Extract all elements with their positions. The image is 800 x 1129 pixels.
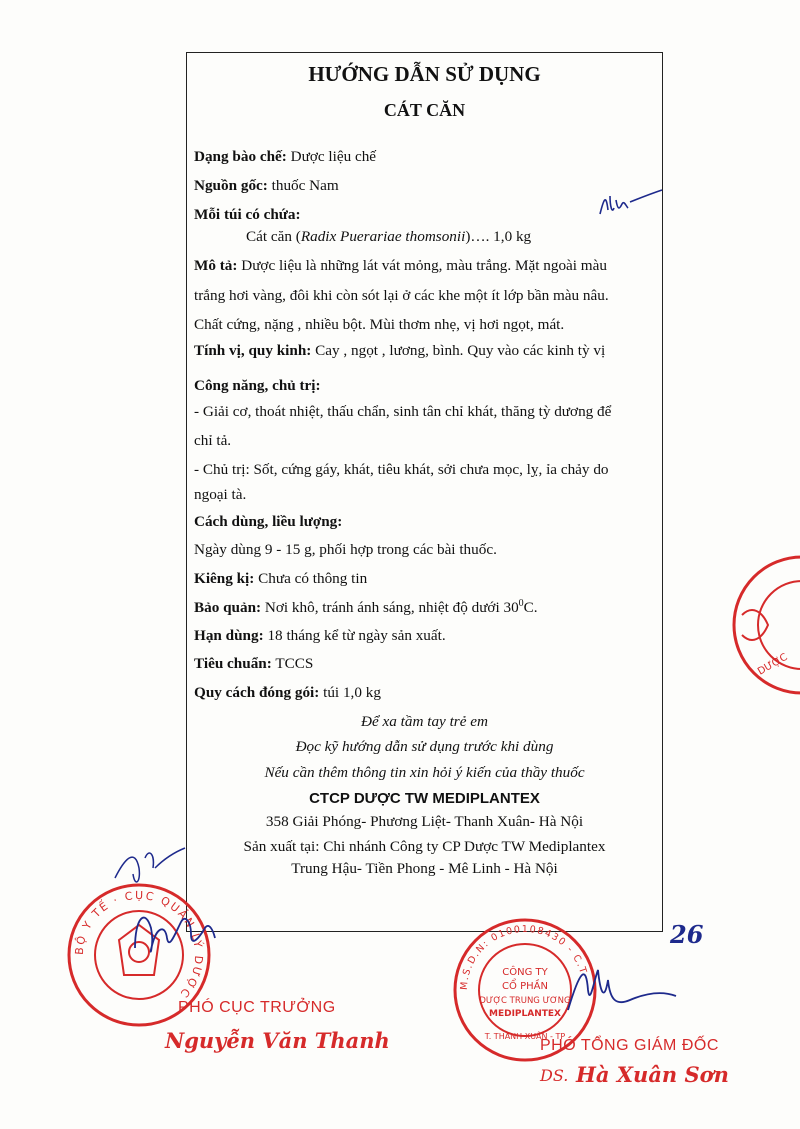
right-signatory-role: PHÓ TỔNG GIÁM ĐỐC	[540, 1037, 719, 1054]
company-stamp-bottom-text: T. THANH XUÂN - TP	[484, 1032, 566, 1041]
dosage-form-line	[194, 148, 376, 166]
uses-label: Công năng, chủ trị:	[194, 377, 321, 394]
warning-children: Để xa tầm tay trẻ em	[361, 713, 488, 730]
right-signature-strokes	[560, 960, 680, 1030]
ministry-stamp-text: BỘ Y TẾ · CỤC QUẢN LÝ DƯỢC	[72, 888, 206, 1002]
expiry-label: Hạn dùng:	[194, 627, 264, 644]
origin-value: thuốc Nam	[267, 177, 339, 194]
uses-text-4: ngoại tà.	[194, 486, 247, 503]
product-name: CÁT CĂN	[383, 100, 466, 120]
packaging-label: Quy cách đóng gói:	[194, 684, 320, 701]
ingredient-name: Cát căn (	[246, 228, 301, 245]
left-signatory-role: PHÓ CỤC TRƯỞNG	[178, 999, 336, 1016]
storage-label: Bảo quản:	[194, 599, 262, 617]
expiry-value: 18 tháng kể từ ngày sản xuất.	[263, 627, 446, 644]
description-text-3: Chất cứng, nặng , nhiều bột. Mùi thơm nhẹ, vị hơi ngọt, mát.	[194, 316, 565, 333]
contraindications-label: Kiêng kị:	[194, 570, 255, 587]
contraindications-line	[194, 570, 367, 588]
storage-degree-sup: 0	[518, 598, 524, 609]
dosage-form-label: Dạng bào chế:	[194, 148, 287, 165]
edge-stamp	[712, 555, 800, 695]
company-stamp-ring-text: M.S.D.N: 0100108430 - C.T	[458, 923, 589, 991]
handwritten-initials	[596, 186, 666, 226]
dosage-label: Cách dùng, liều lượng:	[194, 513, 343, 530]
company-stamp-line-1: CÔNG TY	[502, 967, 548, 978]
left-signature-strokes	[95, 838, 235, 988]
description-text-1: Dược liệu là những lát vát mỏng, màu trắng. Mặt ngoài màu	[237, 257, 607, 274]
uses-label-line	[194, 377, 321, 395]
right-signatory-prefix: DS.	[540, 1066, 569, 1085]
page-number: 26	[670, 920, 704, 949]
edge-stamp-text: DƯỢC	[756, 651, 790, 678]
dosage-label-line	[194, 513, 342, 531]
document-title: HƯỚNG DẪN SỬ DỤNG	[308, 62, 541, 86]
description-text-2: trắng hơi vàng, đôi khi còn sót lại ở các khe một ít lớp bần màu nâu.	[194, 287, 609, 304]
origin-line	[194, 177, 339, 195]
dosage-value: Ngày dùng 9 - 15 g, phối hợp trong các bài thuốc.	[194, 541, 497, 558]
dosage-form-value: Dược liệu chế	[286, 148, 377, 165]
company-stamp-line-2: CỔ PHẦN	[502, 981, 548, 992]
factory-address: Trung Hậu- Tiền Phong - Mê Linh - Hà Nội	[291, 860, 558, 877]
contents-label: Mỗi túi có chứa:	[194, 206, 301, 223]
packaging-value: túi 1,0 kg	[319, 684, 381, 701]
description-line-1	[194, 257, 607, 275]
right-signatory-name: Hà Xuân Sơn	[576, 1062, 729, 1087]
storage-value: Nơi khô, tránh ánh sáng, nhiệt độ dưới 30	[261, 599, 519, 617]
ingredient-amount: )…. 1,0 kg	[465, 228, 532, 245]
uses-text-1: - Giải cơ, thoát nhiệt, thấu chẩn, sinh tân chỉ khát, thăng tỳ dương để	[194, 403, 612, 420]
uses-text-2: chỉ tả.	[194, 432, 232, 449]
nature-value: Cay , ngọt , lương, bình. Quy vào các kinh tỳ vị	[311, 342, 606, 359]
ingredient-latin: Radix Puerariae thomsonii	[300, 228, 466, 245]
standard-label: Tiêu chuẩn:	[194, 655, 272, 672]
description-label: Mô tả:	[194, 257, 238, 274]
contents-ingredient-line	[246, 228, 531, 246]
expiry-line	[194, 627, 446, 645]
contraindications-value: Chưa có thông tin	[254, 570, 368, 587]
packaging-line	[194, 684, 381, 702]
storage-line	[194, 598, 538, 617]
standard-value: TCCS	[271, 655, 314, 672]
left-signatory-name: Nguyễn Văn Thanh	[165, 1028, 390, 1053]
origin-label: Nguồn gốc:	[194, 177, 268, 194]
company-stamp-line-4: MEDIPLANTEX	[489, 1009, 561, 1019]
contents-label-line	[194, 206, 301, 224]
warning-consult-doctor: Nếu cần thêm thông tin xin hỏi ý kiến của thầy thuốc	[264, 764, 585, 781]
manufactured-at: Sản xuất tại: Chi nhánh Công ty CP Dược TW Mediplantex	[243, 838, 606, 855]
standard-line	[194, 655, 313, 673]
company-name: CTCP DƯỢC TW MEDIPLANTEX	[309, 790, 540, 807]
nature-line	[194, 342, 605, 360]
uses-text-3: - Chủ trị: Sốt, cứng gáy, khát, tiêu khát, sởi chưa mọc, lỵ, ỉa chảy do	[194, 461, 609, 478]
company-address: 358 Giải Phóng- Phương Liệt- Thanh Xuân- Hà Nội	[265, 813, 584, 830]
company-stamp-line-3: DƯỢC TRUNG ƯƠNG	[479, 996, 571, 1006]
nature-label: Tính vị, quy kinh:	[194, 342, 312, 359]
storage-unit: C.	[523, 599, 538, 617]
warning-read-instructions: Đọc kỹ hướng dẫn sử dụng trước khi dùng	[295, 738, 554, 755]
